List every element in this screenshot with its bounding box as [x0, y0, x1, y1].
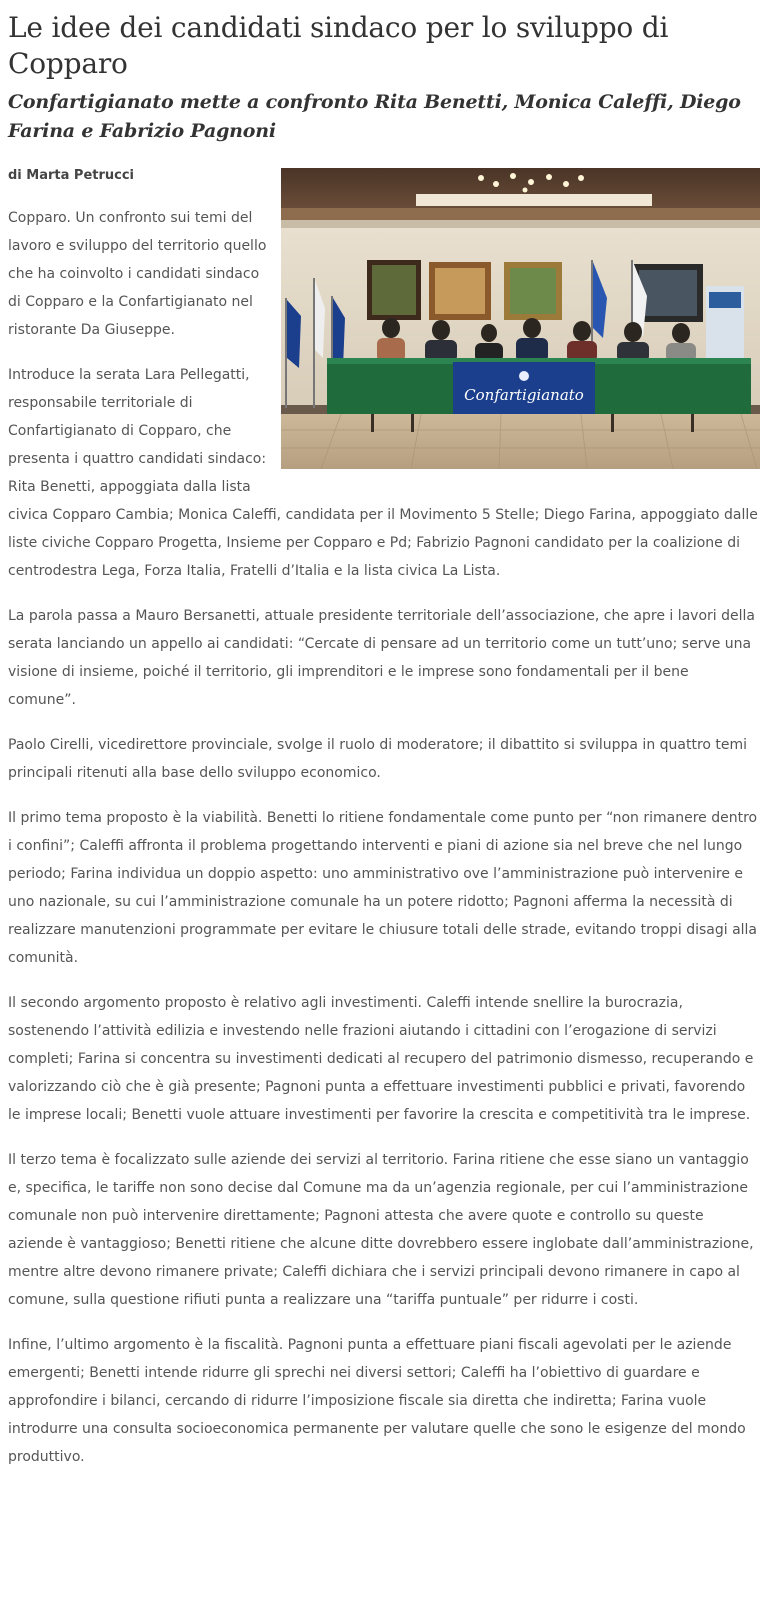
article-paragraph: La parola passa a Mauro Bersanetti, attuale presidente territoriale dell’associazione, che apre i lavori della serata lanciando un appello ai candidati: “Cercate di pensare ad un territorio come un tutt’uno; serve una visione di insieme, poiché il territorio, gli imprenditori e le imprese sono fondamentali per il bene comune”. — [8, 608, 755, 708]
article-paragraph: Il primo tema proposto è la viabilità. Benetti lo ritiene fondamentale come punto per “non rimanere dentro i confini”; Caleffi affronta il problema progettando interventi e piani di azione sia nel breve che nel lungo periodo; Farina individua un doppio aspetto: uno amministrativo ove l’amministrazione può intervenire e uno nazionale, su cui l’amministrazione comunale ha un potere ridotto; Pagnoni afferma la necessità di realizzare manutenzioni programmate per evitare le chiusure totali delle strade, evitando troppi disagi alla comunità. — [8, 810, 758, 966]
article-body — [8, 168, 760, 1471]
article-paragraph: Copparo. Un confronto sui temi del lavoro e sviluppo del territorio quello che ha coinvolto i candidati sindaco di Copparo e la Confartigianato nel ristorante Da Giuseppe. — [8, 210, 267, 338]
article-byline: di Marta Petrucci — [8, 168, 135, 183]
event-photo-illustration — [281, 168, 760, 469]
article-title: Le idee dei candidati sindaco per lo sviluppo di Copparo — [8, 11, 669, 80]
article-paragraph: Infine, l’ultimo argomento è la fiscalità. Pagnoni punta a effettuare piani fiscali agevolati per le aziende emergenti; Benetti intende ridurre gli sprechi nei diversi settori; Caleffi ha l’obiettivo di guardare e approfondire i bilanci, cercando di ridurre l’imposizione fiscale sia diretta che indiretta; Farina vuole introdurre una consulta socioeconomica permanente per valutare quelle che sono le esigenze del mondo produttivo. — [8, 1337, 746, 1465]
article — [8, 0, 760, 1471]
article-paragraph: Il secondo argomento proposto è relativo agli investimenti. Caleffi intende snellire la burocrazia, sostenendo l’attività edilizia e investendo nelle frazioni aiutando i cittadini con l’erogazione di servizi completi; Farina si concentra su investimenti dedicati al recupero del patrimonio dismesso, recuperando e valorizzando ciò che è già presente; Pagnoni punta a effettuare investimenti pubblici e privati, favorendo le imprese locali; Benetti vuole attuare investimenti per favorire la crescita e competitività tra le imprese. — [8, 995, 754, 1123]
article-photo[interactable] — [281, 168, 760, 469]
banner-text: Confartigianato — [464, 386, 584, 404]
article-paragraph: Il terzo tema è focalizzato sulle aziende dei servizi al territorio. Farina ritiene che esse siano un vantaggio e, specifica, le tariffe non sono decise dal Comune ma da un’agenzia regionale, per cui l’amministrazione comunale non può intervenire direttamente; Pagnoni attesta che avere quote e controllo su queste aziende è vantaggioso; Benetti ritiene che alcune ditte dovrebbero essere inglobate dall’amministrazione, mentre altre devono rimanere private; Caleffi dichiara che i servizi principali devono rimanere in capo al comune, sulla questione rifiuti punta a realizzare una “tariffa puntuale” per ridurre i costi. — [8, 1152, 754, 1308]
article-paragraph: Introduce la serata Lara Pellegatti, responsabile territoriale di Confartigianato di Copparo, che presenta i quattro candidati sindaco: Rita Benetti, appoggiata dalla lista civica Copparo Cambia; Monica Caleffi, candidata per il Movimento 5 Stelle; Diego Farina, appoggiato dalle liste civiche Copparo Progetta, Insieme per Copparo e Pd; Fabrizio Pagnoni candidato per la coalizione di centrodestra Lega, Forza Italia, Fratelli d’Italia e la lista civica La Lista. — [8, 367, 758, 579]
article-paragraph: Paolo Cirelli, vicedirettore provinciale, svolge il ruolo di moderatore; il dibattito si sviluppa in quattro temi principali ritenuti alla base dello sviluppo economico. — [8, 737, 748, 781]
article-subtitle: Confartigianato mette a confronto Rita Benetti, Monica Caleffi, Diego Farina e Fabrizio Pagnoni — [8, 91, 741, 142]
